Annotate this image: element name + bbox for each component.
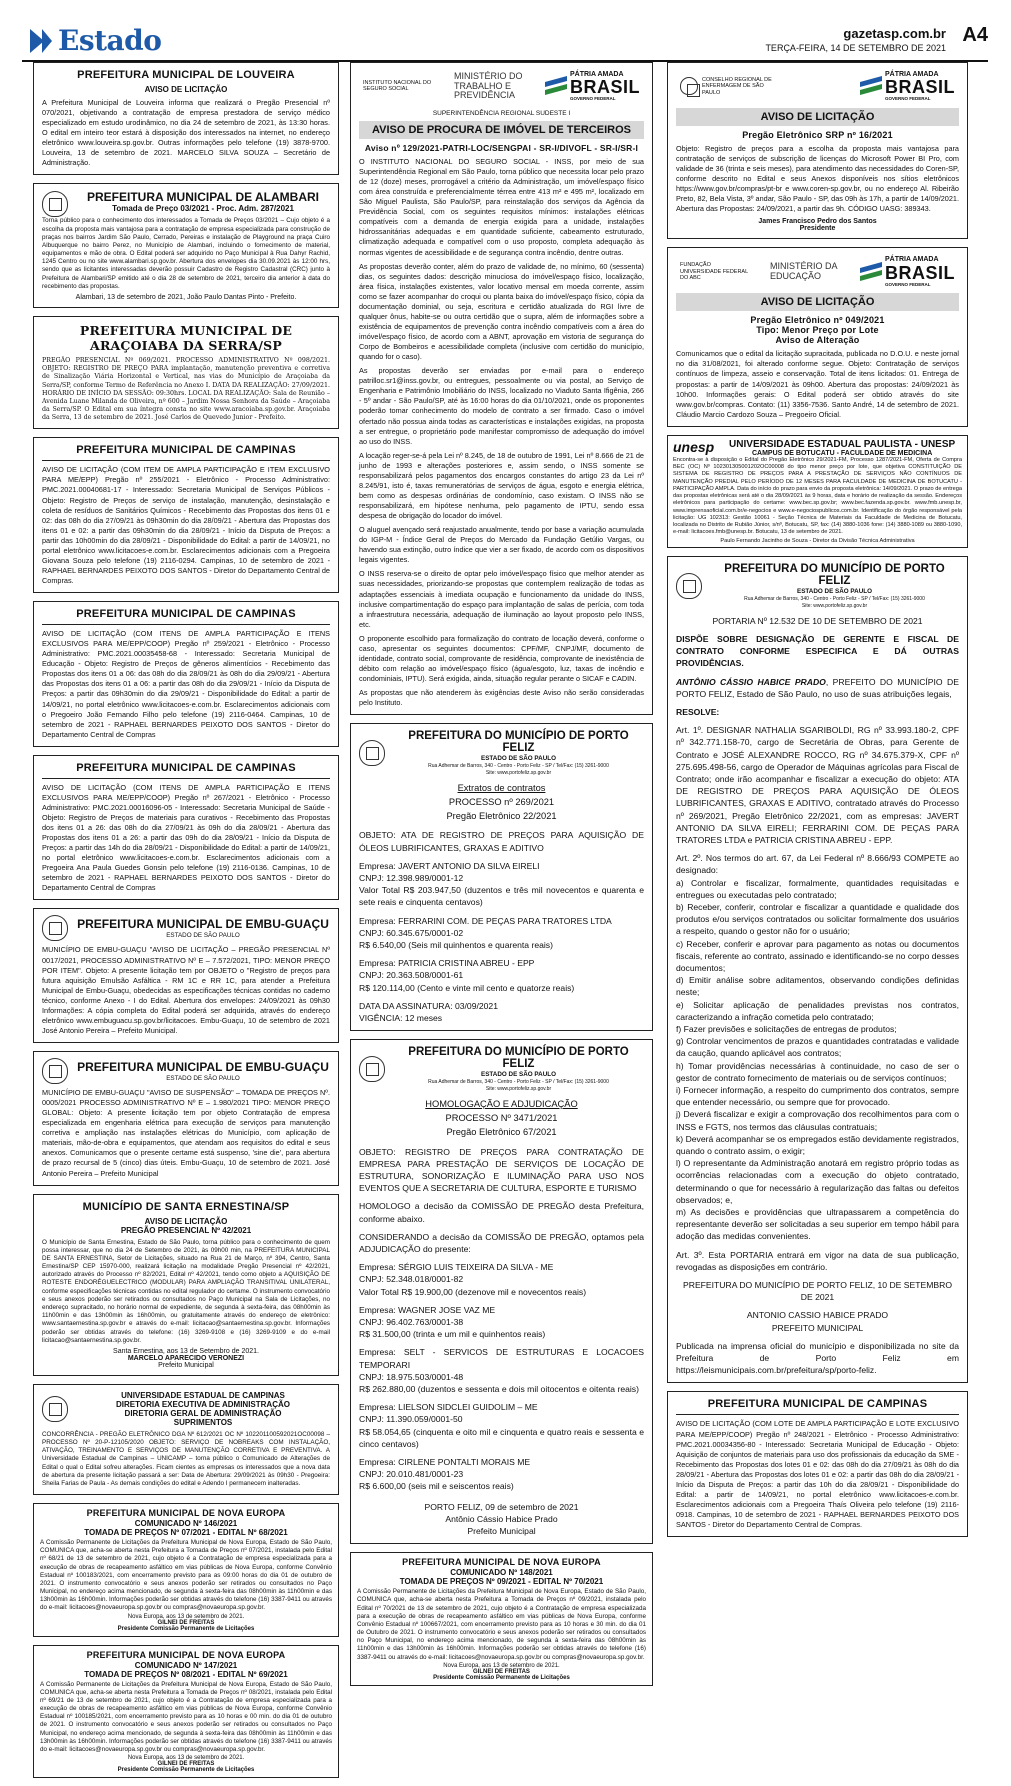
signature-date: DATA DA ASSINATURA: 03/09/2021: [359, 1000, 498, 1011]
notice-title: PREFEITURA DO MUNICÍPIO DE PORTO FELIZ: [724, 562, 945, 587]
duty-item: f) Fazer previsões e solicitações de entregas de produtos;: [676, 1024, 897, 1034]
notice-porto-feliz-portaria: [667, 556, 968, 1384]
article-2: Art. 2º. Nos termos do art. 67, da Lei Federal nº 8.666/93 COMPETE ao designado:: [676, 853, 959, 876]
signature-place: PORTO FELIZ, 09 de setembro de 2021: [424, 1501, 579, 1512]
notice-title: AVISO DE LICITAÇÃO: [676, 293, 959, 311]
notice-paragraph: As propostas deverão conter, além do prazo de validade de, no mínimo, 60 (sessenta) dias, os seguintes dados: descrição minuciosa do imóvel/espaço físico, localização, área física, instalações existentes, valor locativo mensal em moeda corrente, assim como se fazer acompanhar do croqui ou planta baixa do imóvel/espaço físico, cópia da documentação dominial, ou seja, escritura e certidão atualizada do RGI livre de qualquer ônus, habite-se ou outra certidão que o supra, além de informações sobre a existência de equipamentos de prevenção contra incêndio compatíveis com a área do imóvel/espaço físico, de acordo com a ABNT, aprovação em vistoria de segurança do Corpo de Bombeiros e acessibilidade completa (inclusive com certidão do município, quando for o caso).: [359, 261, 644, 362]
org-name: UNIVERSIDADE ESTADUAL DE CAMPINAS: [121, 1390, 285, 1400]
org-dept: SUPRIMENTOS: [173, 1417, 233, 1427]
company: Empresa: SELT - SERVICOS DE ESTRUTURAS E LOCACOES TEMPORARI: [359, 1347, 644, 1370]
auction-number: Pregão Eletrônico 67/2021: [446, 1126, 557, 1137]
brand-name: Estado: [58, 24, 162, 57]
section-heading: HOMOLOGAÇÃO E ADJUDICAÇÃO: [425, 1099, 578, 1110]
notice-santa-ernestina: [33, 1194, 339, 1376]
notice-title: PREFEITURA MUNICIPAL DE CAMPINAS: [76, 761, 296, 774]
notice-body: AVISO DE LICITAÇÃO (COM LOTE DE AMPLA PARTICIPAÇÃO E LOTE EXCLUSIVO PARA ME/EPP/COOP) Pregão nº 248/2021 - Eletrônico - Processo Administrativo: PMC.2021.00034356-80 - Interessado: Secretaria Municipal de Educação - Objeto: Aquisição de conjuntos de materiais para uso dos profissionais da educação da SME - Recebimento das Propostas dos lotes 01 e 02: das 08h do dia 27/09/21 às 08h do dia 28/09/21 - Abertura das Propostas dos lotes 01 e 02: a partir das 08h do dia 28/09/21 - Início da Disputa de Preços: a partir das 10h do dia 28/09/21 - Disponibilidade do Edital: a partir de 14/09/21, no portal eletrônico www.licitacoes-e.com.br. Esclarecimentos adicionais com a Pregoeira Thaís Oliveira pelo telefone (19) 2116-0918. Campinas, 10 de setembro de 2021 - RAPHAEL BERNARDES PEIXOTO DOS SANTOS - Diretor do Departamento Central de Compras.: [676, 1419, 959, 1530]
cnpj: CNPJ: 18.975.503/0001-48: [359, 1371, 464, 1382]
notice-title: PREFEITURA DO MUNICÍPIO DE PORTO FELIZ: [408, 1046, 629, 1071]
address: Rua Adhemar de Barros, 340 - Centro - Porto Feliz - SP / Tel/Fax: (15) 3261-9000: [428, 763, 609, 770]
issue-date: TERÇA-FEIRA, 14 DE SETEMBRO DE 2021: [765, 43, 946, 53]
adjudication: CONSIDERANDO a decisão da COMISSÃO DE PREGÃO, optamos pela ADJUDICAÇÃO do presente:: [359, 1231, 644, 1254]
notice-nova-europa-147: [33, 1645, 339, 1779]
notice-signer: MARCELO APARECIDO VERONEZI: [127, 1354, 245, 1362]
municipal-crest-icon: [42, 915, 68, 941]
process-number: PROCESSO nº 269/2021: [448, 796, 555, 807]
company: Empresa: FERRARINI COM. DE PEÇAS PARA TRATORES LTDA: [359, 915, 612, 926]
publication-note: Publicada na imprensa oficial do município e disponibilizada no site da Prefeitura de Porto Feliz em https://leismunicipais.com.br/prefeitura/sp/porto-feliz.: [676, 1340, 959, 1376]
value: R$ 262.880,00 (duzentos e sessenta e dois mil oitocentos e oitenta reais): [359, 1384, 639, 1394]
notice-campinas-248: [667, 1391, 968, 1537]
gov-brasil-logo: [860, 71, 955, 102]
brasil-tagline: PÁTRIA AMADA: [885, 71, 939, 78]
address: Rua Adhemar de Barros, 340 - Centro - Porto Feliz - SP / Tel/Fax: (15) 3261-9000: [428, 1079, 609, 1086]
duty-item: m) As decisões e providências que ultrapassarem a competência do representante deverão ser solicitadas a seu superior em tempo hábil para adoção das medidas convenientes.: [676, 1207, 959, 1242]
notice-subtitle: AVISO DE LICITAÇÃO: [144, 85, 228, 94]
notice-signer: James Francisco Pedro dos Santos: [758, 218, 877, 226]
company: Empresa: WAGNER JOSE VAZ ME: [359, 1304, 496, 1315]
municipal-crest-icon: [42, 1058, 68, 1084]
address: Rua Adhemar de Barros, 340 - Centro - Porto Feliz - SP / Tel/Fax: (15) 3261-9000: [744, 595, 925, 602]
notice-role: Presidente Comissão Permanente de Licitações: [433, 1674, 570, 1681]
org-campus: CAMPUS DE BOTUCATU - FACULDADE DE MEDICINA: [751, 449, 933, 457]
notice-paragraph: O aluguel avençado será reajustado anualmente, tendo por base a variação acumulada do IGP-M - Índice Geral de Preços do Mercado da Fundação Getúlio Vargas, ou havendo sua extinção, outro índice que vier a ser fixado, de acordo com os dispositivos legais vigentes.: [359, 525, 644, 565]
org-name: FUNDAÇÃO UNIVERSIDADE FEDERAL DO ABC: [680, 261, 748, 282]
municipal-crest-icon: [359, 740, 385, 766]
municipal-crest-icon: [42, 191, 68, 217]
ministry-name: MINISTÉRIO DO TRABALHO E PREVIDÊNCIA: [454, 70, 523, 101]
company: Empresa: CIRLENE PONTALTI MORAIS ME: [359, 1457, 531, 1468]
duty-item: b) Receber, conferir, controlar e fiscalizar a quantidade e qualidade dos produtos e/ou serviços contratados ou solicitar formalmente dos usuários a respeito, quando o gestor não for o usuário;: [676, 901, 959, 937]
notice-porto-feliz-homologacao: [350, 1039, 653, 1544]
notice-subtitle: Aviso de Alteração: [775, 335, 860, 346]
notice-body: O Município de Santa Ernestina, Estado de São Paulo, torna público para o conhecimento de quem possa interessar, que no dia 24 de Setembro de 2021, às 09h00 min, na PREFEITURA MUNICIPAL DE SANTA ERNESTINA, Setor de Licitações, situado na Rua 21 de Março, nº 394, Centro, Santa Ernestina/SP CEP 15970-000, realizará licitação na modalidade Pregão Presencial nº 42/2021, autorizado através do Processo nº 82/2021, Edital nº 42/2021, tendo como objeto a AQUISIÇÃO DE ROTESTE ENDORÉGUELECTRICO (MODULAR) PARA AMPLIAÇÃO TRANSITIVAL UNILATERAL, conforme especificações técnicas contidas no edital regulador do certame. O instrumento convocatório e seus anexos poderão ser retirados ou consultados no Paço Municipal na Sala de Licitações, no endereço supracitado, no horário normal de expediente, de segunda à sexta-feira, das 08h00min às 11h00min e das 13h00min às 16h00min, ou gratuitamente através do endereço de eletrônico: www.santaernestina.sp.gov.br e através do e-mail: licitacao@santaernestina.sp.gov.br. Informações poderão ser obtidas através do telefone: (16) 3269-9108 e (16) 3269-9109 e do e-mail licitacao@santaernestina.sp.gov.br.: [42, 1238, 330, 1344]
header-meta: [765, 26, 946, 53]
notice-title: PREFEITURA MUNICIPAL DE ARAÇOIABA DA SERRA/SP: [79, 322, 293, 353]
notice-body: Objeto: Registro de preços para a escolha da proposta mais vantajosa para contratação de serviços de subscrição de licenças do Microsoft Power BI Pro, com validade de 36 (trinta e seis meses), para atendimento das necessidades do Coren-SP, conforme descrito no Edital e seus Anexos disponíveis nos sítios eletrônicos https://www.gov.br/compras/pt-br e www.coren-sp.gov.br, ou no endereço Al. Ribeirão Preto, 82, Bela Vista, 3º andar, São Paulo - SP, das 09h às 17h, a partir de 14/09/2021. Abertura das Propostas: 24/09/2021, a partir das 9h. CÓDIGO UASG: 389343.: [676, 143, 959, 214]
notice-alambari: [33, 183, 339, 308]
notice-subtitle: Aviso nº 129/2021-PATRI-LOC/SENGPAI - SR-I/DIVOFL - SR-I/SR-I: [364, 142, 639, 153]
article-3: Art. 3º. Esta PORTARIA entrará em vigor na data de sua publicação, revogadas as disposições em contrário.: [676, 1249, 959, 1272]
notice-subtitle: Pregão Eletrônico nº 049/2021: [750, 315, 885, 326]
cnpj: CNPJ: 96.402.763/0001-38: [359, 1316, 464, 1327]
notice-subtitle: TOMADA DE PREÇOS Nº 09/2021 - EDITAL Nº 70/2021: [399, 1577, 604, 1587]
value: Valor Total R$ 203.947,50 (duzentos e três mil novecentos e quarenta e sete reais e cinquenta centavos): [359, 885, 644, 908]
cnpj: CNPJ: 20.010.481/0001-23: [359, 1469, 464, 1480]
brasil-flag-icon: [860, 261, 882, 283]
notice-paragraph: O proponente escolhido para formalização do contrato de locação deverá, conforme o caso, apresentar os seguintes documentos: CPF/MF, CNPJ/MF, documento de identidade, contrato social, comprovante de residência, comprovante de inexistência de débito com relação ao imóvel/espaço físico (água/esgoto, luz, taxas de incêndio e condominiais, IPTU). Será exigida, ainda, situação regular perante o SICAF e CADIN.: [359, 633, 644, 684]
notice-signer: GILNEI DE FREITAS: [473, 1668, 530, 1675]
resolve: RESOLVE:: [676, 706, 720, 717]
notice-nova-europa-146: [33, 1503, 339, 1637]
notice-inss: [350, 62, 653, 715]
notice-title: PREFEITURA MUNICIPAL DE EMBU-GUAÇU: [77, 1060, 329, 1075]
duty-item: c) Receber, conferir e aprovar para pagamento as notas ou documentos fiscais, referente ao contrato, assinado e identificando-se no corpo desses documentos;: [676, 938, 959, 973]
gov-brasil-logo: [860, 256, 955, 287]
column-middle: [350, 62, 653, 1694]
state-name: ESTADO DE SÃO PAULO: [481, 755, 556, 763]
notice-signer: GILNEI DE FREITAS: [157, 1761, 215, 1768]
notice-campinas-255: [33, 437, 339, 593]
notice-title: PREFEITURA MUNICIPAL DE ALAMBARI: [87, 190, 319, 205]
org-name: INSTITUTO NACIONAL DO SEGURO SOCIAL: [363, 79, 432, 93]
notice-body: A Comissão Permanente de Licitações da Prefeitura Municipal de Nova Europa, Estado de São Paulo, COMUNICA que, acha-se aberta nesta Prefeitura a Tomada de Preços nº 09/2021, instalada pelo Edital nº 70/2021 de 13 de setembro de 2021, cujo objeto é a Contratação de empresa especializada para a execução de obras de recapeamento asfáltico em vias públicas de Nova Europa, conforme Convênio Estadual nº 100667/2021, com encerramento previsto para as 10 horas e 30 min. do dia 01 de Outubro de 2021. O instrumento convocatório e seus anexos poderão ser retirados ou consultados no Paço Municipal, no endereço acima mencionado, de segunda à sexta-feira das 08h00min às 11h00min e das 13h00min às 16h00min. Informações poderão ser obtidas através do telefone (16) 3387-9411 ou através do e-mail: licitacoes@novaeuropa.sp.gov.br ou compras@novaeuropa.sp.gov.br.: [357, 1588, 646, 1661]
notice-embu-guacu-1: [33, 908, 339, 1043]
column-left: [33, 62, 339, 1786]
cnpj: CNPJ: 60.345.675/0001-02: [359, 927, 464, 938]
value: R$ 6.600,00 (seis mil e seiscentos reais): [359, 1481, 514, 1492]
website[interactable]: Site: www.portofeliz.sp.gov.br: [801, 602, 868, 609]
notice-aracoiaba: [33, 316, 339, 429]
homologation: HOMOLOGO a decisão da COMISSÃO DE PREGÃO desta Prefeitura, conforme abaixo.: [359, 1201, 644, 1224]
notice-signature-place: Nova Europa, aos 13 de setembro de 2021.: [127, 1755, 245, 1762]
notice-subtitle: PREGÃO PRESENCIAL Nº 42/2021: [120, 1225, 252, 1235]
site-url[interactable]: gazetasp.com.br: [843, 26, 946, 41]
cnpj: CNPJ: 20.363.508/0001-61: [359, 970, 464, 981]
value: R$ 58.054,65 (cinquenta e oito mil e cinquenta e quatro reais e sessenta e cinco centavos): [359, 1426, 644, 1449]
notice-title: AVISO DE LICITAÇÃO: [676, 108, 959, 126]
brasil-flag-icon: [545, 75, 567, 97]
notice-porto-feliz-extratos: [350, 723, 653, 1031]
notice-subtitle: COMUNICADO Nº 148/2021: [450, 1568, 553, 1578]
brasil-name: BRASIL: [885, 262, 955, 283]
value: R$ 31.500,00 (trinta e um mil e quinhentos reais): [359, 1329, 546, 1340]
notice-coren: [667, 62, 968, 239]
coren-logo-icon: [680, 77, 698, 95]
notice-paragraph: O INSTITUTO NACIONAL DO SEGURO SOCIAL - INSS, por meio de sua Superintendência Regional em São Paulo, torna público que necessita locar pelo prazo de 12 (doze) meses, prorrogável a critério da Administração, um imóvel/espaço físico com área construída e preferencialmente térrea entre 413 m² e 495 m², localizado em São Miguel Paulista, São Paulo/SP, para reinstalação dos serviços da Agência da Previdência Social, com os seguintes requisitos mínimos: instalações elétricas compatíveis com a demanda de energia exigida para a unidade, instalações hidrossanitárias adequadas e em quantidade suficiente, cabeamento estruturado, climatização adequada e compatível com o uso proposto, completa adequação às normas vigentes de acessibilidade e de segurança contra incêndio, dentre outras.: [359, 156, 644, 257]
notice-title: PREFEITURA MUNICIPAL DE CAMPINAS: [76, 444, 296, 457]
notice-body: Encontra-se à disposição o Edital do Pregão Eletrônico 29/2021-FM, Processo 1287/2021-FM, Oferta de Compra BEC (OC) Nº 102301305001202OC00008 do tipo menor preço por lote, que objetiva CONSTITUIÇÃO DE SISTEMA DE REGISTRO DE PREÇOS PARA A PRESTAÇÃO DE SERVIÇOS NÃO CONTÍNUOS DE MANUTENÇÃO PREDIAL PELO PERÍODO DE 12 MESES PARA FACULDADE DE MEDICINA DE BOTUCATU - PARTICIPAÇÃO AMPLA. Data do início do prazo para envio da proposta eletrônica: 14/09/2021. O prazo de entrega das propostas eletrônicas será até o dia 28/09/2021 às 9 horas, data e horário de realização da sessão. Endereços eletrônicos para participação do certame: www.bec.sp.gov.br; www.bec.fazenda.sp.gov.br. www.fmb.unesp.br, www.imprensaoficial.com.br/e-negocios e www.e-negociospublicos.com.br. Identificação do órgão responsável pela licitação: UG 102313: Gestão 10061 - Seção Técnica de Materiais da Faculdade de Medicina de Botucatu, localizada no Distrito de Rubião Júnior, s/nº, Botucatu, SP, fax: (14) 3880-1036 fone: (14) 3880-1089 ou 3880-1090, e-mail: licitacoes.fmb@unesp.br. Botucatu, 13 de setembro de 2021.: [673, 456, 962, 536]
notice-title: PREFEITURA MUNICIPAL DE CAMPINAS: [76, 608, 296, 621]
municipal-crest-icon: [676, 573, 702, 599]
section-heading: Extratos de contratos: [457, 783, 546, 794]
notice-signer: GILNEI DE FREITAS: [157, 1619, 215, 1626]
notice-role: Prefeito Municipal: [158, 1361, 214, 1369]
notice-body: Torna público para o conhecimento dos interessados a Tomada de Preços 03/2021 – Cujo objeto é a escolha da proposta mais vantajosa para a contratação de empresa especializada para construção de praças nos bairros Jardim São Paulo, Cerrado, Pereiras e instalação de Playground na praça Cuiro Albuquerque no bairro Perez, no Município de Alambari, incluindo o fornecimento de material, equipamentos e mão de obra. O Edital poderá ser adquirido no Paço Municipal à Rua Dahyr Rachid, 1245 Centro ou no site www.alambari.sp.gov.br. Abertura dos envelopes dia 30.09.2021 às 12:00 hrs, sendo que as licitantes interessadas deverão possuir Cadastro de Registro Cadastral (CRC) junto à Prefeitura de Alambari/SP emitido até o dia 28 de setembro de 2021, terceiro dia anterior à data do recebimento das propostas.: [42, 217, 330, 290]
notice-embu-guacu-2: [33, 1051, 339, 1186]
notice-body: A Comissão Permanente de Licitações da Prefeitura Municipal de Nova Europa, Estado de São Paulo, COMUNICA que, acha-se aberta nesta Prefeitura a Tomada de Preços nº 07/2021, instalada pelo Edital nº 68/21 de 13 de setembro de 2021, cujo objeto é a Contratação de empresa especializada para a execução de obras de recapeamento asfáltico em vias públicas de Nova Europa, conforme Convênio Estadual nº 100183/2021, com encerramento previsto para as 09:00 horas do dia 01 de outubro de 2021. O instrumento convocatório e seus anexos poderão ser retirados ou consultados no Paço Municipal, no endereço acima mencionado, de segunda à sexta-feira das 08h00min às 11h00min e das 13h00min às 16h00min. Informações poderão ser obtidas através do telefone (16) 3387-9411 ou através do e-mail: licitacoes@novaeuropa.sp.gov.br ou compras@novaeuropa.sp.gov.br.: [40, 1539, 332, 1612]
notice-paragraph: As propostas deverão ser enviadas por e-mail para o endereço patrilloc.sr1@inss.gov.br, ou entregues, pessoalmente ou via postal, ao Serviço de Engenharia e Patrimônio Imobiliário do INSS, localizado no Viaduto Santa Ifigênia, 266 - 5º andar - São Paulo/SP, até às 16:00 horas do dia 01/10/2021, onde os proponentes poderão tomar conhecimento do modelo de contrato a ser firmado. Caso o imóvel ofertado não possua ainda todas as características e instalações exigidas, na proposta a ser entregue, o proprietário pode manifestar compromisso de adequação do imóvel ao uso do INSS.: [359, 366, 644, 446]
notice-subtitle: ESTADO DE SÃO PAULO: [166, 1075, 240, 1083]
signer-role: PREFEITO MUNICIPAL: [771, 1322, 864, 1333]
notice-body: MUNICÍPIO DE EMBU-GUAÇU "AVISO DE SUSPENSÃO" – TOMADA DE PREÇOS Nº. 0005/2021 PROCESSO ADMINISTRATIVO Nº E – 1.980/2021 TIPO: MENOR PREÇO GLOBAL: Objeto: A presente licitação tem por objeto Contratação de empresa especializada em engenharia elétrica para execução de serviços para manutenção corretiva e ampliação nas instalações elétricas do Município, com aplicação de materiais, mão-de-obra e equipamentos, que atendam aos requisitos do edital e seus anexos. Comunicamos que o presente certame está suspenso, 'sine die', para abertura de prazo recursal de 5 (cinco) dias úteis. Embu-Guaçu, 10 de setembro de 2021. José Antonio Pereira – Prefeito Municipal: [42, 1088, 330, 1178]
portaria-title: PORTARIA Nº 12.532 DE 10 DE SETEMBRO DE 2021: [712, 615, 923, 626]
notice-body: MUNICÍPIO DE EMBU-GUAÇU "AVISO DE LICITAÇÃO – PREGÃO PRESENCIAL Nº 0017/2021, PROCESSO ADMINISTRATIVO Nº E – 7.572/2021, TIPO: MENOR PREÇO POR ITEM". Objeto: A presente licitação tem por OBJETO o "Registro de preços para futura aquisição Emulsão Asfáltica - RM 1C e RR 1C, para atender a Prefeitura Municipal de Embu-Guaçu, obedecidas as especificações técnicas contidas no caderno técnico, conforme Anexo - I do Edital. Abertura dos envelopes: 24/09/2021 às 09h30 Informações: A cópia completa do Edital poderá ser adquirida, através do endereço eletrônico www.embuguacu.sp.gov.br/licitacoes. Embu-Guaçu, 10 de setembro de 2021 José Antonio Pereira – Prefeito Municipal.: [42, 945, 330, 1035]
notice-body: PREGÃO PRESENCIAL Nº 069/2021. PROCESSO ADMINISTRATIVO Nº 098/2021. OBJETO: REGISTRO DE PREÇO PARA implantação, manutenção preventiva e corretiva de Sinalização Viária Horizontal e Vertical, nas vias do Município de Araçoiaba da Serra/SP, conforme Termo de Referência no Anexo I. DATA DA REALIZAÇÃO: 27/09/2021. HORÁRIO DE INÍCIO DA SESSÃO: 09:30hrs. LOCAL DA REALIZAÇÃO: Sala de Reunião – Avenida Luane Milanda de Oliveira, nº 600 – Jardim Nossa Senhora da Saúde – Araçoiaba da Serra/SP. O Edital em sua íntegra consta no site www.aracoiaba.sp.gov.br. Araçoiaba da Serra, 13 de setembro de 2021. José Carlos de Quevedo Junior - Prefeito.: [42, 356, 330, 422]
process-number: PROCESSO Nº 3471/2021: [445, 1113, 558, 1124]
website[interactable]: Site: www.portofeliz.sp.gov.br: [485, 1086, 552, 1093]
notice-body: AVISO DE LICITAÇÃO (COM ITENS DE AMPLA PARTICIPAÇÃO E ITENS EXCLUSIVOS PARA ME/EPP/COOP) Pregão nº 259/2021 - Eletrônico - Processo Administrativo: PMC.2021.00035458-68 - Interessado: Secretaria Municipal de Educação - Objeto: Registro de Preços de gêneros alimentícios - Recebimento das Propostas dos itens 01 a 06: das 08h do dia 28/09/21 às 08h do dia 29/09/21 - Abertura das Propostas dos itens 01 a 06: a partir das 08h do dia 29/09/21 - Início da Disputa de Preços: a partir das 09h30min do dia 29/09/21 - Disponibilidade do Edital: a partir de 14/09/21, no portal eletrônico www.licitacoes-e.com.br. Esclarecimentos adicionais com o Pregoeiro João Fernando Filho pelo telefone (19) 2116-0464. Campinas, 10 de setembro de 2021 - RAPHAEL BERNARDES PEIXOTO DOS SANTOS - Diretor do Departamento Central de Compras: [42, 629, 330, 739]
value: R$ 120.114,00 (Cento e vinte mil cento e quatorze reais): [359, 982, 575, 993]
brasil-tagline: PÁTRIA AMADA: [570, 71, 624, 78]
notice-title: PREFEITURA MUNICIPAL DE CAMPINAS: [707, 1398, 928, 1411]
org-name: CONSELHO REGIONAL DE ENFERMAGEM DE SÃO PAULO: [702, 76, 772, 96]
cnpj: CNPJ: 11.390.059/0001-50: [359, 1414, 463, 1425]
duty-item: d) Emitir análise sobre aditamentos, observando condições definidas neste;: [676, 975, 959, 998]
brasil-tagline: PÁTRIA AMADA: [885, 256, 939, 264]
notice-signer: Paulo Fernando Jacintho de Souza - Diretor da Divisão Técnica Administrativa: [720, 537, 915, 544]
notice-body: CONCORRÊNCIA - PREGÃO ELETRÔNICO DGA Nº 612/2021 OC Nº 102201100592021OC00098 – PROCESSO Nº 20-P-12105/2020 OBJETO: SERVIÇO DE NOBREAKS COM INSTALAÇÃO, ATIVAÇÃO, TREINAMENTO E SERVIÇOS DE MANUTENÇÃO CORRETIVA E PREVENTIVA. A Universidade Estadual de Campinas – UNICAMP – torna público o Comunicado de Alterações de Edital o qual o Edital sofreu alterações. Ficam cientes as empresas os interessados que a nova data de abertura da presente licitação passará a ser: Data de Abertura: 29/09/2021 às 09h30 - Pregoeira: Sheila Farias de Paula - As demais condições do edital e Adendo I permanecem inalteradas.: [42, 1430, 330, 1487]
notice-signature-place: Santa Ernestina, aos 13 de Setembro de 2021.: [113, 1347, 259, 1355]
notice-paragraph: O INSS reserva-se o direito de optar pelo imóvel/espaço físico que melhor atender as suas necessidades, priorizando-se propostas que contemplem realização de todas as adaptações essenciais à imediata ocupação e funcionamento da unidade do INSS, inclusive compartimentação do espaço para implantação de salas de perícia, com toda a infraestrutura necessária, adequação de iluminação ao layout proposto pelo INSS, etc.: [359, 569, 644, 629]
notice-subtitle: AVISO DE LICITAÇÃO: [144, 1216, 228, 1226]
notice-unicamp: [33, 1384, 339, 1495]
university-logo-icon: [42, 1396, 68, 1422]
company: Empresa: PATRICIA CRISTINA ABREU - EPP: [359, 958, 535, 969]
ministry-name: MINISTÉRIO DA EDUCAÇÃO: [770, 260, 838, 281]
brasil-gov: GOVERNO FEDERAL: [570, 96, 616, 102]
signer: Antônio Cássio Habice Prado: [445, 1513, 558, 1524]
duty-item: i) Fornecer informação, a respeito do cumprimento dos contratos, sempre que entender necessário, ou sempre que for provocado.: [676, 1085, 959, 1108]
notice-title: PREFEITURA MUNICIPAL DE EMBU-GUAÇU: [77, 917, 329, 932]
notice-body: A Prefeitura Municipal de Louveira informa que realizará o Pregão Presencial nº 070/2021, objetivando a contratação de empresa prestadora de serviço médico especializado em estudo urodinâmico, no dia 24 de setembro de 2021, às 13:30 horas. O edital em inteiro teor estará à disposição dos interessados na internet, no endereço eletrônico www.louveira.sp.gov.br. Outras informações pelo telefone (19) 3878-9700. Louveira, 13 de setembro de 2021. MARCELO SILVA SOUZA – Secretário de Administração.: [42, 98, 330, 168]
logo-arrow-icon: [42, 29, 52, 53]
notice-body: AVISO DE LICITAÇÃO (COM ITENS DE AMPLA PARTICIPAÇÃO E ITENS EXCLUSIVOS PARA ME/EPP/COOP) Pregão nº 267/2021 - Eletrônico - Processo Administrativo: PMC.2021.00016096-05 - Interessado: Secretaria Municipal de Saúde - Objeto: Registro de Preços de materiais para curativos - Recebimento das Propostas dos itens 01 a 26: das 08h do dia 27/09/21 às 09h do dia 28/09/21 - Abertura das Propostas dos itens 01 a 26: a partir das 09h do dia 28/09/21 - Início da Disputa de Preços: a partir das 14h do dia 28/09/21 - Disponibilidade do Edital: a partir de 14/09/21, no portal eletrônico www.licitacoes-e.com.br. Esclarecimentos adicionais com a Pregoeira Ana Paula Guedes Gonsin pelo telefone (19) 2116-0136. Campinas, 10 de setembro de 2021 - RAPHAEL BERNARDES PEIXOTO DOS SANTOS - Diretor do Departamento Central de Compras: [42, 782, 330, 893]
cnpj: CNPJ: 12.398.989/0001-12: [359, 873, 464, 884]
notice-signature-place: Nova Europa, aos 13 de setembro de 2021.: [443, 1662, 560, 1669]
notice-title: MUNICÍPIO DE SANTA ERNESTINA/SP: [82, 1200, 290, 1213]
article-1: Art. 1º. DESIGNAR NATHALIA SGARIBOLDI, RG nº 33.993.180-2, CPF nº 342.771.158-70, cargo de Secretária de Obras, para Gerente de Contrato e JOSÉ ALEXANDRE ROCCO, RG nº 34.675.379-X, CPF nº 275.695.498-56, cargo de Operador de Máquinas agrícolas para Fiscal de Contrato; onde irão acompanhar e fiscalizar a execução do objeto: ATA DE REGISTRO DE PREÇOS PARA AQUISIÇÃO DE ÓLEOS LUBRIFICANTES, GRAXAS E ADITIVO, contratado através do Processo nº 269/2021, Pregão Eletrônico 22/2021, com as empresas: JAVERT ANTONIO DA SILVA EIRELI; FERRARINI COM. DE PEÇAS PARA TRATORES LTDA e PATRICIA CRISTINA ABREU - EPP.: [676, 725, 959, 845]
notice-subtitle: Pregão Eletrônico SRP nº 16/2021: [742, 129, 893, 140]
portaria-intro: ANTÔNIO CÁSSIO HABICE PRADO, PREFEITO DO MUNICÍPIO DE PORTO FELIZ, Estado de São Paulo, no uso de suas atribuições legais,: [676, 676, 959, 699]
notice-subtitle: COMUNICADO Nº 146/2021: [134, 1519, 238, 1529]
notice-louveira: [33, 62, 339, 175]
org-name: UNIVERSIDADE ESTADUAL PAULISTA - UNESP: [729, 438, 956, 450]
gov-brasil-logo: [545, 71, 640, 102]
notice-title: PREFEITURA MUNICIPAL DE NOVA EUROPA: [86, 1508, 286, 1519]
notice-department: SUPERINTENDÊNCIA REGIONAL SUDESTE I: [432, 109, 571, 117]
notice-subtitle: ESTADO DE SÃO PAULO: [166, 932, 240, 940]
notice-signature-place: Nova Europa, aos 13 de setembro de 2021.: [127, 1613, 245, 1620]
municipal-crest-icon: [359, 1056, 385, 1082]
signer-role: Prefeito Municipal: [467, 1526, 536, 1537]
notice-title: PREFEITURA MUNICIPAL DE LOUVEIRA: [77, 69, 295, 81]
validity: VIGÊNCIA: 12 meses: [359, 1013, 443, 1024]
org-dept: DIRETORIA EXECUTIVA DE ADMINISTRAÇÃO: [116, 1399, 290, 1409]
notice-paragraph: A locação reger-se-á pela Lei nº 8.245, de 18 de outubro de 1991, Lei nº 8.666 de 21 de junho de 1993 e alterações posteriores e, assim sendo, o INSS somente se responsabilizará pelos pagamentos dos encargos constantes do artigo 23 da Lei nº 8.245/91, isto é, taxas remuneratórias de serviços de água, esgoto e energia elétrica, bem como as despesas ordinárias de condomínio, caso existam. O INSS não se responsabilizará, em hipótese nenhuma, pelo pagamento de IPTU, sendo essa despesa de obrigação do locador do imóvel.: [359, 450, 644, 521]
value: R$ 6.540,00 (Seis mil quinhentos e quarenta reais): [359, 940, 553, 951]
notice-title: PREFEITURA MUNICIPAL DE NOVA EUROPA: [402, 1557, 601, 1568]
duty-item: g) Controlar vencimentos de prazos e quantidades contratadas e validade da caução, quando aplicável aos contratos;: [676, 1036, 959, 1059]
object: OBJETO: ATA DE REGISTRO DE PREÇOS PARA AQUISIÇÃO DE ÓLEOS LUBRIFICANTES, GRAXAS E ADITIVO: [359, 830, 644, 853]
notice-subtitle: Tomada de Preço 03/2021 - Proc. Adm. 287/2021: [112, 204, 294, 214]
org-dept: DIRETORIA GERAL DE ADMINISTRAÇÃO: [124, 1408, 282, 1418]
signer: ANTONIO CASSIO HABICE PRADO: [746, 1310, 889, 1321]
notice-title: PREFEITURA MUNICIPAL DE NOVA EUROPA: [86, 1649, 286, 1660]
company: Empresa: JAVERT ANTONIO DA SILVA EIRELI: [359, 860, 540, 871]
notice-subtitle: Tipo: Menor Preço por Lote: [756, 325, 879, 336]
duty-item: h) Tomar providências necessárias à continuidade, no caso de ser o gestor de contrato fornecimento de materiais ou de serviços contínuos;: [676, 1060, 959, 1083]
notice-body: A Comissão Permanente de Licitações da Prefeitura Municipal de Nova Europa, Estado de São Paulo, COMUNICA que, acha-se aberta nesta Prefeitura a Tomada de Preços nº 08/2021, instalada pelo Edital nº 69/21 de 13 de setembro de 2021, cujo objeto é a Contratação de empresa especializada para a execução de obras de recapeamento asfáltico em vias públicas de Nova Europa, conforme Convênio Estadual nº 100185/2021, com encerramento previsto para as 10 horas e 00 min. do dia 01 de outubro de 2021. O instrumento convocatório e seus anexos poderão ser retirados ou consultados no Paço Municipal, no endereço acima mencionado, de segunda à sexta-feira das 08h00min às 11h00min e das 13h00min às 16h00min. Informações poderão ser obtidas através do telefone (16) 3387-9411 ou através do e-mail: licitacoes@novaeuropa.sp.gov.br ou compras@novaeuropa.sp.gov.br.: [40, 1680, 332, 1753]
column-right: [667, 62, 968, 1545]
notice-body: AVISO DE LICITAÇÃO (COM ITEM DE AMPLA PARTICIPAÇÃO E ITEM EXCLUSIVO PARA ME/EPP) Pregão nº 255/2021 - Eletrônico - Processo Administrativo: PMC.2021.00040681-17 - Interessado: Secretaria Municipal de Serviços Públicos - Objeto: Registro de Preços de serviço de instalação, manutenção, desinstalação e coleta de resíduos de Sanitários Químicos - Recebimento das Propostas dos itens 01 e 02: das 08h do dia 27/09/21 às 09h30min do dia 28/09/21 - Abertura das Propostas dos itens 01 e 02: a partir das 09h30min do dia 28/09/21 - Início da Disputa de Preços: a partir das 10h00min do dia 28/09/21 - Disponibilidade do Edital: a partir de 14/09/21, no portal eletrônico www.licitacoes-e.com.br. Esclarecimentos adicionais com a Pregoeira Giovana Souza pelo telefone (19) 2116-0294. Campinas, 10 de setembro de 2021 - RAPHAEL BERNARDES PEIXOTO DOS SANTOS - Diretor do Departamento Central de Compras.: [42, 465, 330, 586]
state-name: ESTADO DE SÃO PAULO: [797, 587, 872, 595]
notice-subtitle: TOMADA DE PREÇOS Nº 08/2021 - EDITAL Nº 69/2021: [84, 1669, 288, 1679]
state-name: ESTADO DE SÃO PAULO: [481, 1071, 556, 1079]
duty-item: a) Controlar e fiscalizar, formalmente, quantidades requisitadas e entregues ou executadas pelo contratado;: [676, 877, 959, 900]
notice-signature: Alambari, 13 de setembro de 2021, João Paulo Dantas Pinto - Prefeito.: [75, 293, 297, 301]
notice-ufabc: [667, 247, 968, 426]
signature-place: PREFEITURA DO MUNICÍPIO DE PORTO FELIZ, 10 DE SETEMBRO DE 2021: [683, 1280, 952, 1303]
notice-role: Presidente Comissão Permanente de Licitações: [117, 1625, 255, 1632]
notice-role: Presidente: [799, 225, 836, 233]
company: Empresa: SÉRGIO LUIS TEIXEIRA DA SILVA - ME: [359, 1262, 554, 1273]
notice-unesp: [667, 435, 968, 548]
page-header: [22, 22, 988, 62]
auction-number: Pregão Eletrônico 22/2021: [446, 810, 557, 821]
newspaper-logo[interactable]: [30, 24, 161, 57]
duty-item: k) Deverá acompanhar se os empregados estão devidamente registrados, quando o contrato assim, o exigir;: [676, 1133, 959, 1157]
website[interactable]: Site: www.portofeliz.sp.gov.br: [485, 770, 552, 777]
object: OBJETO: REGISTRO DE PREÇOS PARA CONTRATAÇÃO DE EMPRESA PARA PRESTAÇÃO DE SERVIÇOS DE LOCAÇÃO DE ESTRUTURA, SONORIZAÇÃO E ILUMINAÇÃO PARA USO NOS EVENTOS QUE A SECRETARIA DE CULTURA, ESPORTE E TURISMO: [359, 1146, 644, 1194]
notice-subtitle: TOMADA DE PREÇOS Nº 07/2021 - EDITAL Nº 68/2021: [84, 1528, 288, 1538]
page-number: A4: [962, 24, 988, 46]
duty-item: j) Deverá fiscalizar e exigir a comprovação dos recolhimentos para com o INSS e FGTS, nos termos das cláusulas contratuais;: [676, 1109, 959, 1132]
cnpj: CNPJ: 52.348.018/0001-82: [359, 1274, 464, 1285]
notice-nova-europa-148: [350, 1552, 653, 1686]
brasil-gov: GOVERNO FEDERAL: [885, 281, 931, 287]
notice-campinas-267: [33, 755, 339, 901]
brasil-gov: GOVERNO FEDERAL: [885, 96, 931, 102]
brasil-name: BRASIL: [885, 77, 955, 98]
notice-subtitle: COMUNICADO Nº 147/2021: [134, 1660, 238, 1670]
unesp-logo: unesp: [673, 438, 715, 455]
notice-paragraph: As propostas que não atenderem às exigências deste Aviso não serão consideradas pelo Instituto.: [359, 688, 644, 708]
value: Valor Total R$ 19.900,00 (dezenove mil e novecentos reais): [359, 1286, 587, 1297]
brasil-flag-icon: [860, 75, 882, 97]
notice-role: Presidente Comissão Permanente de Licitações: [117, 1767, 255, 1774]
brasil-name: BRASIL: [570, 77, 640, 98]
duty-item: e) Solicitar aplicação de penalidades previstas nos contratos, caracterizando a infração cometida pelo contratado;: [676, 999, 959, 1022]
notice-title: AVISO DE PROCURA DE IMÓVEL DE TERCEIROS: [359, 121, 644, 139]
duty-item: l) O representante da Administração anotará em registro próprio todas as ocorrências relacionadas com a execução do objeto contratado, determinando o que for necessário à regularização das faltas ou defeitos observados; e,: [676, 1158, 959, 1205]
notice-campinas-259: [33, 601, 339, 747]
notice-title: PREFEITURA DO MUNICÍPIO DE PORTO FELIZ: [408, 730, 629, 755]
notice-body: Comunicamos que o edital da licitação supracitada, publicada no D.O.U. e neste jornal no dia 31/08/2021, foi alterado conforme segue. Objeto: Contratação de serviços contínuos de limpeza, asseio e conservação. Total de itens licitados: 01. Entrega de propostas: a partir de 14/09/2021 às 09h00. Abertura das propostas: 24/09/2021 às 10h00. Informações gerais: O Edital poderá ser obtido através do site www.gov.br/compras. Contato: (11) 3356-7536. Santo André, 14 de setembro de 2021. Cláudio Marcio Cardozo Souza – Pregoeiro Oficial.: [676, 349, 959, 419]
portaria-ementa: DISPÕE SOBRE DESIGNAÇÃO DE GERENTE E FISCAL DE CONTRATO CONFORME ESPECIFICA E DÁ OUTRAS PROVIDÊNCIAS.: [676, 633, 959, 669]
company: Empresa: LIELSON SIDCLEI GUIDOLIM – ME: [359, 1402, 538, 1413]
